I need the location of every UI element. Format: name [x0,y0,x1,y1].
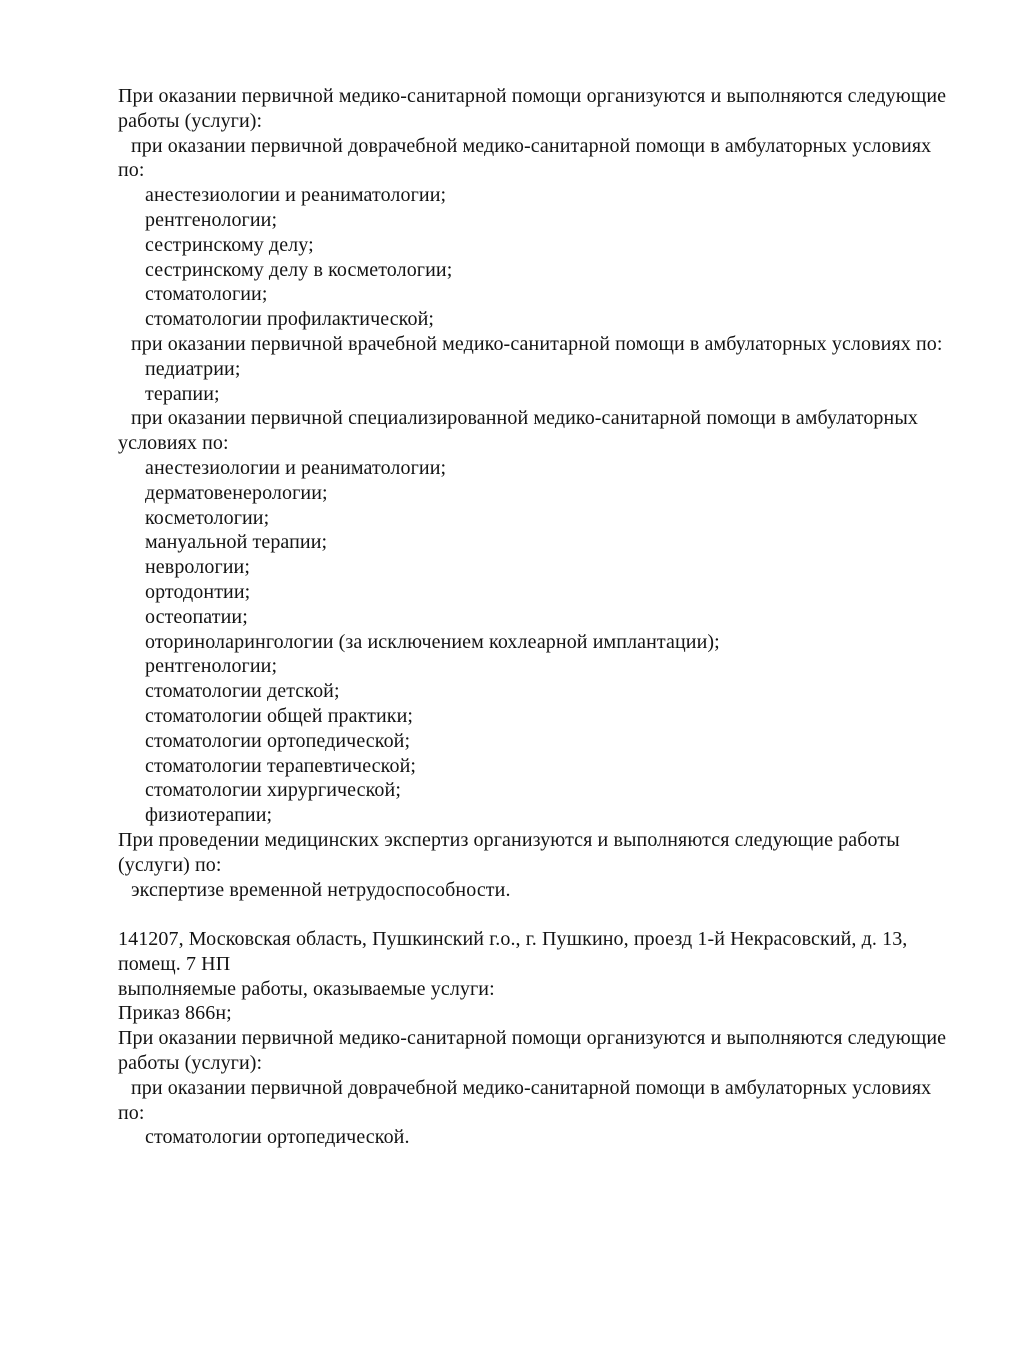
text-line: анестезиологии и реаниматологии; [145,456,447,479]
text-line: педиатрии; [145,357,241,380]
text-line: при оказании первичной доврачебной медико-санитарной помощи в амбулаторных условиях [131,1076,932,1099]
text-line: при оказании первичной доврачебной медико-санитарной помощи в амбулаторных условиях [131,134,932,157]
text-line: Приказ 866н; [118,1002,232,1025]
text-line: дерматовенерологии; [145,481,328,504]
text-line: ортодонтии; [145,580,251,603]
text-line: (услуги) по: [118,853,222,876]
text-line: анестезиологии и реаниматологии; [145,184,447,207]
text-line: стоматологии терапевтической; [145,754,417,777]
text-line: стоматологии ортопедической; [145,729,411,752]
text-line: стоматологии; [145,283,268,306]
text-line: сестринскому делу; [145,233,314,256]
text-line: При проведении медицинских экспертиз организуются и выполняются следующие работы [118,828,900,851]
text-line: выполняемые работы, оказываемые услуги: [118,977,495,1000]
text-line: стоматологии детской; [145,680,340,703]
text-line: стоматологии общей практики; [145,704,414,727]
text-line: условиях по: [118,432,229,455]
text-line: работы (услуги): [118,109,263,132]
text-line: косметологии; [145,506,270,529]
text-line: неврологии; [145,556,251,579]
text-line: оториноларингологии (за исключением кохлеарной имплантации); [145,630,720,653]
text-line: рентгенологии; [145,208,278,231]
text-line: экспертизе временной нетрудоспособности. [131,878,511,901]
text-line: При оказании первичной медико-санитарной помощи организуются и выполняются следующие [118,1027,947,1050]
blank-line [118,902,1008,927]
text-line: При оказании первичной медико-санитарной помощи организуются и выполняются следующие [118,85,947,107]
text-line: по: [118,1101,145,1124]
text-line: помещ. 7 НП [118,952,231,975]
text-line: при оказании первичной врачебной медико-санитарной помощи в амбулаторных условиях по: [131,332,943,355]
text-line: по: [118,159,145,182]
text-line: при оказании первичной специализированной медико-санитарной помощи в амбулаторных [131,407,918,430]
text-line: остеопатии; [145,605,248,628]
text-line: 141207, Московская область, Пушкинский г.о., г. Пушкино, проезд 1-й Некрасовский, д. 13, [118,928,908,951]
document-text-block [118,84,1008,1150]
text-line: мануальной терапии; [145,531,328,554]
text-line: стоматологии хирургической; [145,779,401,802]
text-line: работы (услуги): [118,1052,263,1075]
text-line: стоматологии профилактической; [145,308,435,331]
text-line: стоматологии ортопедической. [145,1126,410,1149]
text-line: физиотерапии; [145,804,273,827]
text-line: рентгенологии; [145,655,278,678]
text-line: сестринскому делу в косметологии; [145,258,453,281]
text-line: терапии; [145,382,220,405]
